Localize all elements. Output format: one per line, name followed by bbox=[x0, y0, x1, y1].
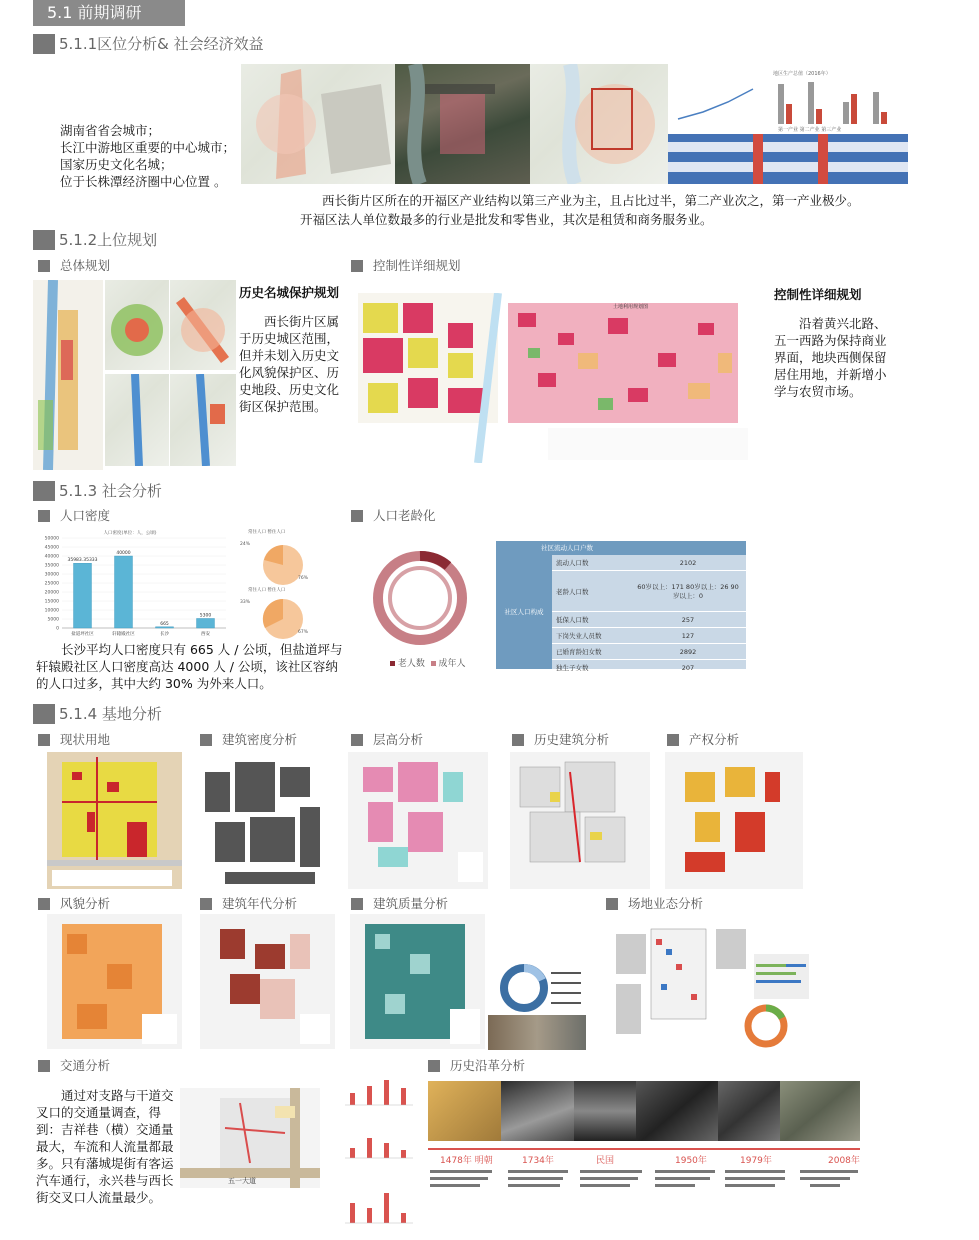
subheading-marker bbox=[351, 734, 363, 746]
sub-history bbox=[428, 1059, 525, 1073]
era-label: 1734年 bbox=[522, 1156, 554, 1166]
economy-chart-title: 地区生产总值（2016年） bbox=[773, 71, 831, 77]
subheading-text: 风貌分析 bbox=[60, 896, 111, 911]
history-captions-drawing bbox=[430, 1168, 860, 1208]
master-plan-1 bbox=[105, 280, 169, 370]
density-ytick: 5000 bbox=[47, 617, 59, 623]
density-ytick: 50000 bbox=[44, 536, 59, 542]
subheading-marker bbox=[351, 510, 363, 522]
pie-legend-item: 暂住人口 bbox=[267, 530, 286, 535]
heading-511 bbox=[33, 34, 264, 54]
traffic-map bbox=[180, 1088, 320, 1188]
subheading-text: 建筑质量分析 bbox=[373, 896, 449, 911]
quality-photos bbox=[488, 1015, 586, 1050]
location-map-2 bbox=[395, 64, 530, 184]
table-cell-value: 2892 bbox=[630, 644, 746, 660]
master-plan-strip-drawing bbox=[33, 280, 103, 470]
density-category-label: 长沙 bbox=[160, 632, 169, 637]
table-row bbox=[552, 628, 746, 644]
master-plan-2-drawing bbox=[170, 280, 236, 370]
subheading-marker bbox=[38, 510, 50, 522]
table-side-label: 社区人口构成 bbox=[496, 555, 552, 669]
table-cell-label: 下岗失业人员数 bbox=[552, 628, 630, 644]
subheading-text: 人口老龄化 bbox=[373, 508, 436, 523]
era-label: 民国 bbox=[596, 1156, 615, 1166]
control-plan-label: 土地利用规划图 bbox=[613, 304, 649, 310]
density-value-label: 40000 bbox=[116, 551, 131, 556]
traffic-charts-drawing bbox=[335, 1068, 415, 1236]
era-label: 2008年 bbox=[828, 1156, 860, 1166]
density-ytick: 45000 bbox=[44, 545, 59, 551]
economy-table bbox=[668, 134, 908, 184]
map-height-drawing bbox=[348, 752, 488, 889]
master-plan-3 bbox=[105, 374, 169, 466]
map-business-drawing bbox=[606, 914, 816, 1049]
map-height bbox=[348, 752, 488, 889]
density-category-label: 西安 bbox=[201, 632, 210, 637]
subheading-marker bbox=[38, 734, 50, 746]
location-map-1-drawing bbox=[241, 64, 395, 184]
subheading-marker bbox=[512, 734, 524, 746]
legend-item: 第三产业 bbox=[821, 127, 842, 133]
density-ytick: 15000 bbox=[44, 599, 59, 605]
sub-height bbox=[351, 733, 423, 747]
aging-donut bbox=[370, 548, 470, 648]
subheading-aging bbox=[351, 509, 436, 523]
density-ytick: 25000 bbox=[44, 581, 59, 587]
aging-legend bbox=[390, 656, 466, 669]
table-cell-label: 低保人口数 bbox=[552, 612, 630, 628]
economy-text-2: 开福区法人单位数最多的行业是批发和零售业，其次是租赁和商务服务业。 bbox=[300, 212, 713, 227]
table-cell-label: 流动人口数 bbox=[552, 555, 630, 571]
map-building-density-drawing bbox=[195, 752, 335, 889]
subheading-marker bbox=[38, 260, 50, 272]
legend-item: 第一产业 bbox=[778, 127, 799, 133]
table-cell-value: 60岁以上：171 80岁以上：26 90岁以上：0 bbox=[630, 571, 746, 612]
economy-legend bbox=[778, 126, 841, 133]
economy-charts bbox=[668, 64, 908, 184]
location-map-2-drawing bbox=[395, 64, 530, 184]
sub-style bbox=[38, 897, 110, 911]
resident-pies bbox=[240, 530, 310, 640]
heading-512 bbox=[33, 230, 157, 250]
pie-a-pct: 24% bbox=[240, 542, 251, 547]
location-map-3 bbox=[530, 64, 668, 184]
location-map-1 bbox=[241, 64, 395, 184]
density-category-label: 轩辕殿社区 bbox=[112, 632, 135, 637]
history-captions bbox=[430, 1168, 860, 1208]
subheading-marker bbox=[351, 898, 363, 910]
subheading-text: 交通分析 bbox=[60, 1058, 111, 1073]
location-line: 湖南省省会城市； bbox=[60, 123, 161, 138]
pie-legend-item: 常住人口 bbox=[248, 588, 266, 593]
subheading-text: 产权分析 bbox=[689, 732, 740, 747]
density-ytick: 35000 bbox=[44, 563, 59, 569]
density-value-label: 35983.35333 bbox=[67, 558, 98, 564]
quality-donut bbox=[496, 960, 586, 1050]
table-cell-value: 2102 bbox=[630, 555, 746, 571]
heading-514 bbox=[33, 704, 162, 724]
sub-historic bbox=[512, 733, 609, 747]
history-photo-3 bbox=[574, 1081, 636, 1141]
hist-plan-text: 西长街片区属于历史城区范围，但并未划入历史文化风貌保护区、历史地段、历史文化街区保护范围。 bbox=[239, 314, 340, 414]
table-row bbox=[552, 660, 746, 676]
subheading-text: 历史建筑分析 bbox=[534, 732, 610, 747]
history-photo-2 bbox=[501, 1081, 574, 1141]
subheading-text: 现状用地 bbox=[60, 732, 111, 747]
table-header: 社区流动人口户数 bbox=[496, 541, 746, 555]
location-line: 长江中游地区重要的中心城市； bbox=[60, 140, 236, 155]
heading-marker bbox=[33, 34, 55, 54]
subheading-text: 历史沿革分析 bbox=[450, 1058, 526, 1073]
hist-plan-title: 历史名城保护规划 bbox=[239, 285, 340, 300]
history-photo-5 bbox=[718, 1081, 780, 1141]
legend-item: 成年人 bbox=[438, 659, 466, 669]
density-ytick: 0 bbox=[56, 626, 59, 632]
subheading-master-plan bbox=[38, 259, 110, 273]
master-plan-4 bbox=[170, 374, 236, 466]
density-value-label: 665 bbox=[160, 621, 169, 627]
location-map-3-drawing bbox=[530, 64, 668, 184]
master-plan-2 bbox=[170, 280, 236, 370]
subheading-control-plan bbox=[351, 259, 461, 273]
map-building-density bbox=[195, 752, 335, 889]
density-chart-svg bbox=[30, 528, 230, 643]
sub-traffic bbox=[38, 1059, 110, 1073]
subheading-marker bbox=[38, 898, 50, 910]
master-plan-3-drawing bbox=[105, 374, 169, 466]
economy-table-drawing bbox=[668, 134, 908, 184]
traffic-map-drawing bbox=[180, 1088, 320, 1188]
density-ytick: 20000 bbox=[44, 590, 59, 596]
history-photo-6 bbox=[780, 1081, 860, 1141]
pie-b-pct: 33% bbox=[240, 600, 251, 605]
pie-a-legend bbox=[248, 530, 285, 536]
pie-b-pct: 67% bbox=[298, 630, 309, 635]
table-row bbox=[552, 612, 746, 628]
density-bar bbox=[156, 627, 174, 628]
subheading-marker bbox=[351, 260, 363, 272]
heading-513-text: 5.1.3 社会分析 bbox=[59, 482, 162, 500]
table-cell-value: 207 bbox=[630, 660, 746, 676]
master-plan-1-drawing bbox=[105, 280, 169, 370]
road-label: 五一大道 bbox=[228, 1177, 256, 1185]
heading-marker bbox=[33, 481, 55, 501]
era-label: 1979年 bbox=[740, 1156, 772, 1166]
history-timeline bbox=[428, 1148, 860, 1150]
map-historic-drawing bbox=[510, 752, 650, 889]
heading-marker bbox=[33, 230, 55, 250]
map-quality bbox=[350, 914, 485, 1049]
map-business bbox=[606, 914, 816, 1049]
map-quality-drawing bbox=[350, 914, 485, 1049]
control-plan-map bbox=[358, 293, 758, 463]
heading-marker bbox=[33, 704, 55, 724]
sub-landuse bbox=[38, 733, 110, 747]
location-text bbox=[60, 122, 250, 190]
pie-b-legend bbox=[248, 588, 285, 594]
density-ytick: 30000 bbox=[44, 572, 59, 578]
pie-a bbox=[260, 542, 309, 588]
sub-quality bbox=[351, 897, 448, 911]
subheading-marker bbox=[200, 898, 212, 910]
sub-density bbox=[200, 733, 297, 747]
heading-513 bbox=[33, 481, 162, 501]
legend-item: 第二产业 bbox=[799, 127, 820, 133]
table-cell-label: 已婚育龄妇女数 bbox=[552, 644, 630, 660]
table-row bbox=[552, 644, 746, 660]
density-text: 长沙平均人口密度只有 665 人 / 公顷，但盐道坪与轩辕殿社区人口密度高达 4000 人 / 公顷，该社区容纳的人口过多，其中大约 30% 为外来人口。 bbox=[36, 642, 343, 691]
pie-b bbox=[260, 596, 309, 642]
quality-donut-drawing bbox=[496, 960, 586, 1020]
subheading-marker bbox=[38, 1060, 50, 1072]
density-value-label: 5300 bbox=[199, 613, 212, 619]
sub-business bbox=[606, 897, 703, 911]
heading-512-text: 5.1.2上位规划 bbox=[59, 231, 158, 249]
table-cell-value: 257 bbox=[630, 612, 746, 628]
map-style bbox=[47, 914, 182, 1049]
heading-511-text: 5.1.1区位分析& 社会经济效益 bbox=[59, 35, 264, 53]
subheading-text: 总体规划 bbox=[60, 258, 111, 273]
density-category-label: 盐道坪社区 bbox=[71, 632, 94, 637]
legend-swatch bbox=[390, 661, 395, 666]
era-label: 1950年 bbox=[675, 1156, 707, 1166]
location-line: 国家历史文化名城； bbox=[60, 157, 173, 172]
subheading-marker bbox=[606, 898, 618, 910]
subheading-marker bbox=[428, 1060, 440, 1072]
economy-chart-drawing bbox=[668, 64, 908, 134]
map-age bbox=[200, 914, 335, 1049]
map-age-drawing bbox=[200, 914, 335, 1049]
history-photo-4 bbox=[636, 1081, 718, 1141]
pie-a-pct: 76% bbox=[298, 576, 309, 581]
subheading-density bbox=[38, 509, 110, 523]
traffic-charts bbox=[335, 1068, 415, 1236]
subheading-text: 建筑密度分析 bbox=[222, 732, 298, 747]
subheading-text: 层高分析 bbox=[373, 732, 424, 747]
ctrl-plan-title: 控制性详细规划 bbox=[774, 287, 862, 302]
map-historic bbox=[510, 752, 650, 889]
legend-item: 老人数 bbox=[397, 659, 425, 669]
pie-legend-item: 暂住人口 bbox=[267, 588, 286, 593]
sub-property bbox=[667, 733, 739, 747]
subheading-text: 控制性详细规划 bbox=[373, 258, 461, 273]
subheading-text: 建筑年代分析 bbox=[222, 896, 298, 911]
table-row bbox=[552, 555, 746, 571]
map-style-drawing bbox=[47, 914, 182, 1049]
master-plan-strip bbox=[33, 280, 103, 470]
map-property bbox=[665, 752, 803, 889]
table-cell-value: 127 bbox=[630, 628, 746, 644]
density-ytick: 10000 bbox=[44, 608, 59, 614]
legend-swatch bbox=[431, 661, 436, 666]
density-chart bbox=[30, 528, 230, 643]
subheading-text: 人口密度 bbox=[60, 508, 111, 523]
subheading-marker bbox=[667, 734, 679, 746]
pie-legend-item: 常住人口 bbox=[248, 530, 266, 535]
subheading-text: 场地业态分析 bbox=[628, 896, 704, 911]
density-chart-title: 人口密度(单位：人，公顷) bbox=[103, 531, 157, 536]
map-landuse-drawing bbox=[47, 752, 182, 889]
section-title: 5.1 前期调研 bbox=[33, 0, 185, 26]
table-cell-label: 老龄人口数 bbox=[552, 571, 630, 612]
table-body bbox=[552, 555, 746, 676]
population-table bbox=[496, 541, 746, 672]
density-bar bbox=[115, 556, 133, 628]
density-ytick: 40000 bbox=[44, 554, 59, 560]
traffic-text: 通过对支路与干道交叉口的交通量调查，得到：吉祥巷（横）交通量最大，车流和人流量都最多。只有藩城堤街有客运汽车通行，永兴巷与西长街交叉口人流量最少。 bbox=[36, 1088, 174, 1205]
control-plan-map-drawing bbox=[358, 293, 758, 463]
economy-text-1: 西长街片区所在的开福区产业结构以第三产业为主，且占比过半，第二产业次之，第一产业极少。 bbox=[322, 193, 860, 208]
era-label: 1478年 明朝 bbox=[440, 1156, 493, 1166]
heading-514-text: 5.1.4 基地分析 bbox=[59, 705, 162, 723]
density-bar bbox=[197, 618, 215, 628]
aging-donut-drawing bbox=[370, 548, 470, 648]
map-property-drawing bbox=[665, 752, 803, 889]
sub-age bbox=[200, 897, 297, 911]
subheading-marker bbox=[200, 734, 212, 746]
table-cell-label: 独生子女数 bbox=[552, 660, 630, 676]
master-plan-4-drawing bbox=[170, 374, 236, 466]
ctrl-plan-text: 沿着黄兴北路、五一西路为保持商业界面，地块西侧保留居住用地，并新增小学与农贸市场。 bbox=[774, 316, 887, 399]
table-row bbox=[552, 571, 746, 612]
history-photo-1 bbox=[428, 1081, 501, 1141]
location-line: 位于长株潭经济圈中心位置 。 bbox=[60, 174, 227, 189]
density-bar bbox=[74, 563, 92, 628]
map-landuse bbox=[47, 752, 182, 889]
